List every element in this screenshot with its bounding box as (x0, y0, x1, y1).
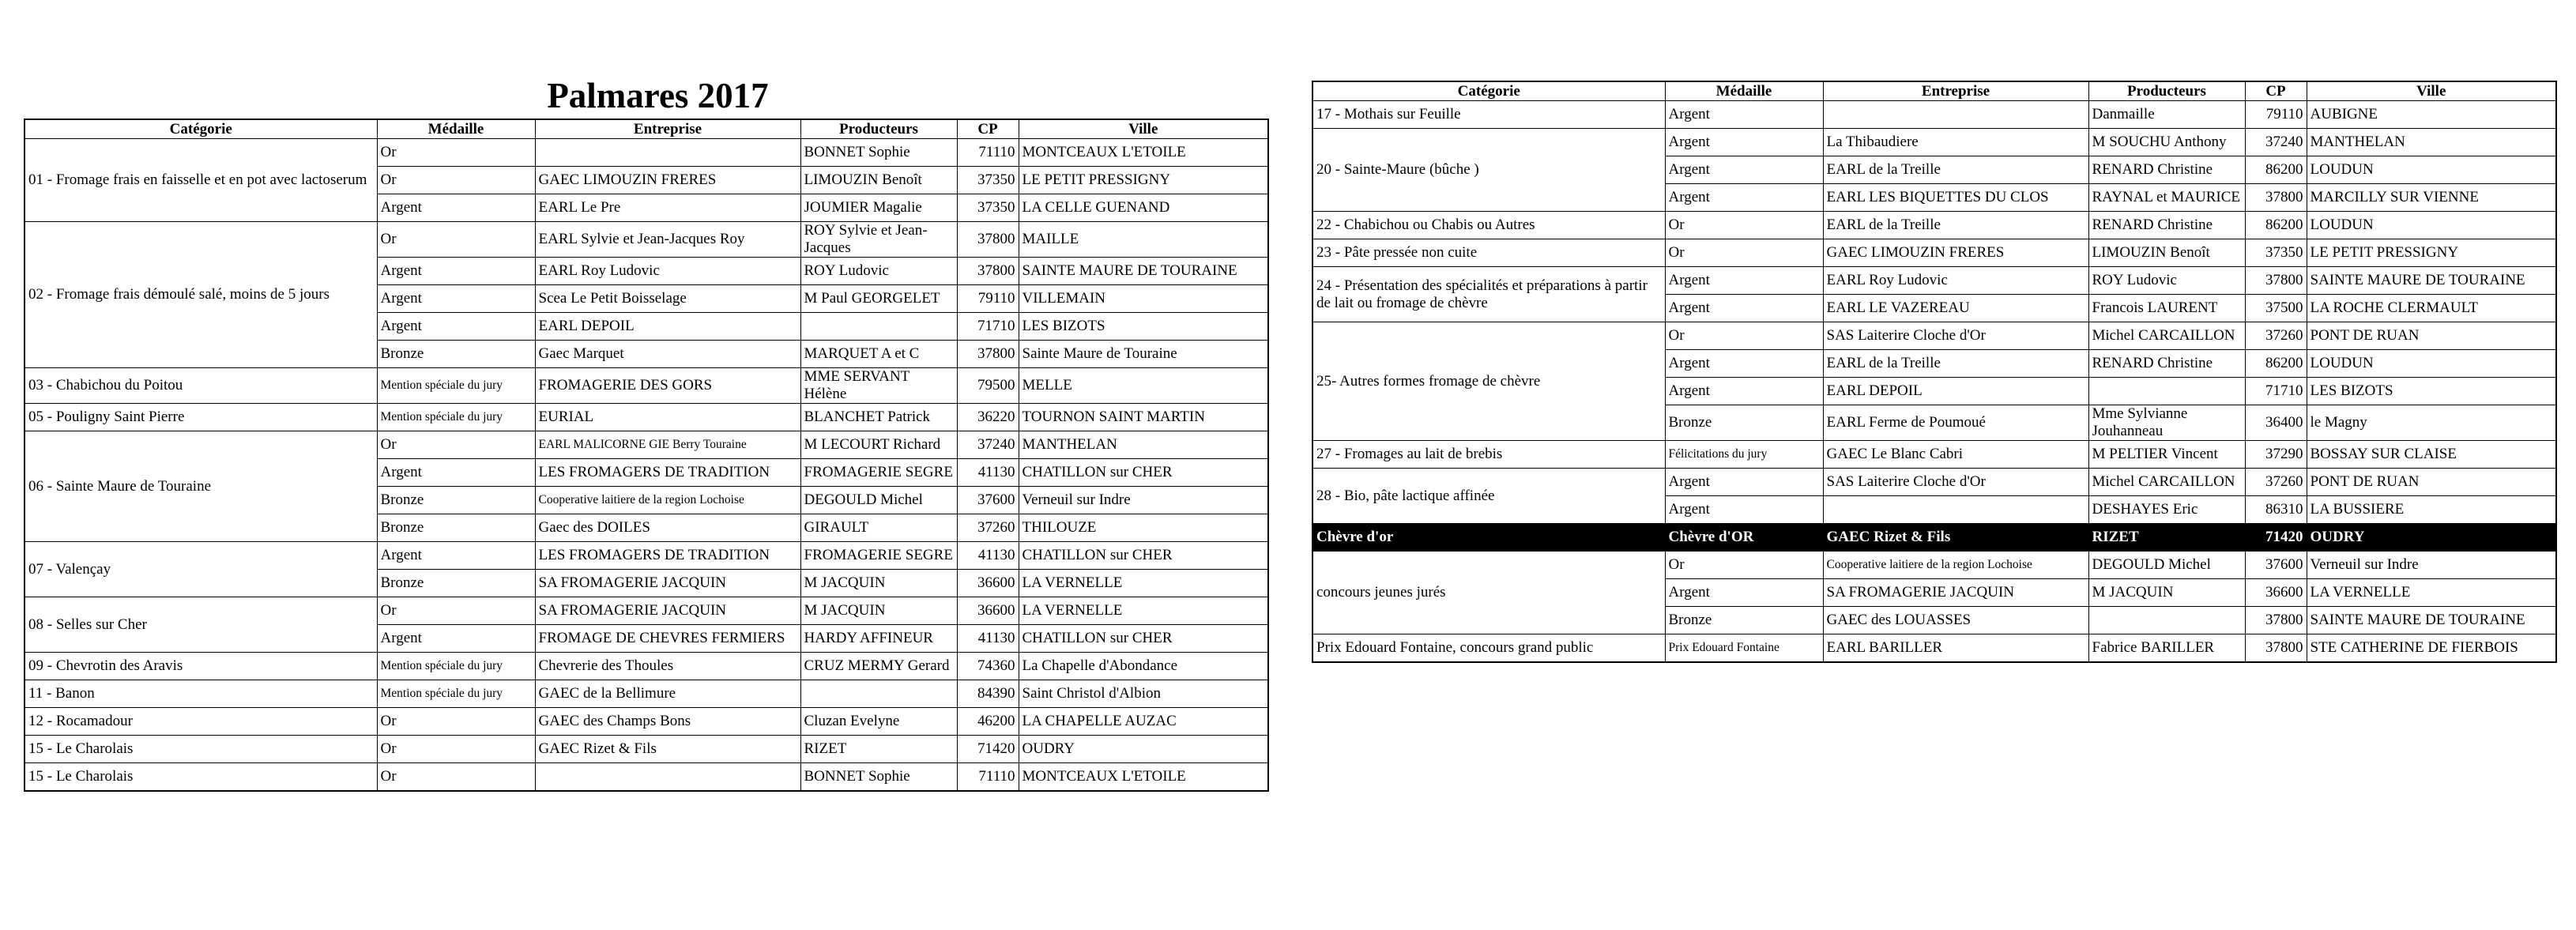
producer-cell: JOUMIER Magalie (800, 194, 957, 222)
postal-code-cell: 86200 (2245, 156, 2307, 184)
company-cell: Chevrerie des Thoules (535, 653, 800, 680)
medal-cell: Prix Edouard Fontaine (1665, 634, 1823, 663)
company-cell: EARL MALICORNE GIE Berry Touraine (535, 431, 800, 459)
city-cell: LE PETIT PRESSIGNY (1019, 167, 1268, 194)
postal-code-cell: 79110 (957, 285, 1019, 313)
category-cell: 20 - Sainte-Maure (bûche ) (1312, 129, 1665, 212)
city-cell: CHATILLON sur CHER (1019, 625, 1268, 653)
city-cell: LA CELLE GUENAND (1019, 194, 1268, 222)
category-cell: 24 - Présentation des spécialités et préparations à partir de lait ou fromage de chèvre (1312, 267, 1665, 322)
category-cell: 06 - Sainte Maure de Touraine (24, 431, 377, 542)
table-row (1312, 212, 2556, 239)
postal-code-cell: 37240 (957, 431, 1019, 459)
postal-code-cell: 46200 (957, 708, 1019, 736)
company-cell: EARL Ferme de Poumoué (1823, 405, 2088, 441)
table-row (24, 139, 1268, 167)
category-cell: 12 - Rocamadour (24, 708, 377, 736)
medal-cell: Mention spéciale du jury (377, 368, 535, 404)
column-header: CP (957, 119, 1019, 139)
company-cell: EARL LE VAZEREAU (1823, 295, 2088, 322)
company-cell: LES FROMAGERS DE TRADITION (535, 542, 800, 570)
company-cell: SA FROMAGERIE JACQUIN (1823, 579, 2088, 607)
postal-code-cell: 79110 (2245, 101, 2307, 129)
city-cell: SAINTE MAURE DE TOURAINE (2307, 607, 2556, 634)
table-row (1312, 129, 2556, 156)
city-cell: La Chapelle d'Abondance (1019, 653, 1268, 680)
postal-code-cell: 74360 (957, 653, 1019, 680)
producer-cell (2088, 378, 2245, 405)
city-cell: TOURNON SAINT MARTIN (1019, 404, 1268, 431)
column-header: Ville (1019, 119, 1268, 139)
company-cell: EARL BARILLER (1823, 634, 2088, 663)
postal-code-cell: 37500 (2245, 295, 2307, 322)
medal-cell: Argent (1665, 378, 1823, 405)
medal-cell: Or (377, 763, 535, 792)
table-row (24, 736, 1268, 763)
column-header: Catégorie (24, 119, 377, 139)
postal-code-cell: 36600 (957, 597, 1019, 625)
producer-cell: RENARD Christine (2088, 350, 2245, 378)
city-cell: LOUDUN (2307, 350, 2556, 378)
producer-cell: HARDY AFFINEUR (800, 625, 957, 653)
producer-cell: GIRAULT (800, 514, 957, 542)
table-header-row (1312, 81, 2556, 101)
producer-cell: ROY Ludovic (800, 258, 957, 285)
medal-cell: Argent (1665, 295, 1823, 322)
postal-code-cell: 37800 (2245, 634, 2307, 663)
postal-code-cell: 41130 (957, 459, 1019, 487)
producer-cell: Michel CARCAILLON (2088, 469, 2245, 496)
city-cell: STE CATHERINE DE FIERBOIS (2307, 634, 2556, 663)
column-header: Entreprise (1823, 81, 2088, 101)
producer-cell: ROY Ludovic (2088, 267, 2245, 295)
producer-cell: RENARD Christine (2088, 212, 2245, 239)
city-cell: LES BIZOTS (2307, 378, 2556, 405)
company-cell: La Thibaudiere (1823, 129, 2088, 156)
company-cell (1823, 101, 2088, 129)
producer-cell (2088, 607, 2245, 634)
city-cell: THILOUZE (1019, 514, 1268, 542)
company-cell: EARL de la Treille (1823, 212, 2088, 239)
producer-cell: BLANCHET Patrick (800, 404, 957, 431)
medal-cell: Argent (1665, 469, 1823, 496)
company-cell (1823, 496, 2088, 524)
medal-cell: Or (377, 222, 535, 258)
company-cell: Scea Le Petit Boisselage (535, 285, 800, 313)
table-row (1312, 267, 2556, 295)
company-cell: Cooperative laitiere de la region Lochoise (535, 487, 800, 514)
postal-code-cell: 36600 (2245, 579, 2307, 607)
city-cell: CHATILLON sur CHER (1019, 542, 1268, 570)
city-cell: Sainte Maure de Touraine (1019, 341, 1268, 368)
medal-cell: Argent (1665, 101, 1823, 129)
city-cell: LA VERNELLE (1019, 570, 1268, 597)
company-cell: EARL Sylvie et Jean-Jacques Roy (535, 222, 800, 258)
postal-code-cell: 37260 (2245, 322, 2307, 350)
medal-cell: Argent (377, 625, 535, 653)
postal-code-cell: 37800 (2245, 184, 2307, 212)
postal-code-cell: 37800 (957, 222, 1019, 258)
producer-cell: RIZET (800, 736, 957, 763)
postal-code-cell: 71420 (957, 736, 1019, 763)
table-row (24, 763, 1268, 792)
postal-code-cell: 37350 (2245, 239, 2307, 267)
medal-cell: Mention spéciale du jury (377, 653, 535, 680)
postal-code-cell: 71110 (957, 763, 1019, 792)
producer-cell: M SOUCHU Anthony (2088, 129, 2245, 156)
column-header: Producteurs (800, 119, 957, 139)
producer-cell: M Paul GEORGELET (800, 285, 957, 313)
medal-cell: Argent (377, 258, 535, 285)
medal-cell: Argent (377, 194, 535, 222)
company-cell: GAEC des Champs Bons (535, 708, 800, 736)
postal-code-cell: 71710 (2245, 378, 2307, 405)
column-header: Entreprise (535, 119, 800, 139)
company-cell: Gaec des DOILES (535, 514, 800, 542)
medal-cell: Or (377, 139, 535, 167)
table-row (1312, 239, 2556, 267)
medal-cell: Félicitations du jury (1665, 441, 1823, 469)
postal-code-cell: 37260 (957, 514, 1019, 542)
city-cell: MANTHELAN (1019, 431, 1268, 459)
category-cell: 28 - Bio, pâte lactique affinée (1312, 469, 1665, 524)
company-cell: SA FROMAGERIE JACQUIN (535, 597, 800, 625)
postal-code-cell: 86200 (2245, 350, 2307, 378)
page-title: Palmares 2017 (547, 76, 769, 115)
company-cell: GAEC Rizet & Fils (1823, 524, 2088, 552)
producer-cell: Francois LAURENT (2088, 295, 2245, 322)
company-cell: EARL Roy Ludovic (535, 258, 800, 285)
category-cell: 07 - Valençay (24, 542, 377, 597)
category-cell: Chèvre d'or (1312, 524, 1665, 552)
company-cell (535, 139, 800, 167)
producer-cell: MME SERVANT Hélène (800, 368, 957, 404)
table-row (1312, 634, 2556, 663)
postal-code-cell: 86310 (2245, 496, 2307, 524)
medal-cell: Argent (1665, 156, 1823, 184)
company-cell: EARL Roy Ludovic (1823, 267, 2088, 295)
medal-cell: Argent (377, 313, 535, 341)
table-row (1312, 469, 2556, 496)
category-cell: 03 - Chabichou du Poitou (24, 368, 377, 404)
producer-cell: Danmaille (2088, 101, 2245, 129)
producer-cell: FROMAGERIE SEGRE (800, 459, 957, 487)
company-cell: FROMAGERIE DES GORS (535, 368, 800, 404)
medal-cell: Or (377, 597, 535, 625)
postal-code-cell: 41130 (957, 625, 1019, 653)
producer-cell: BONNET Sophie (800, 139, 957, 167)
palmares-table-right (1312, 81, 2557, 663)
city-cell: MONTCEAUX L'ETOILE (1019, 763, 1268, 792)
city-cell: LA VERNELLE (2307, 579, 2556, 607)
company-cell: SA FROMAGERIE JACQUIN (535, 570, 800, 597)
category-cell: 17 - Mothais sur Feuille (1312, 101, 1665, 129)
producer-cell: LIMOUZIN Benoît (800, 167, 957, 194)
category-cell: 23 - Pâte pressée non cuite (1312, 239, 1665, 267)
producer-cell: M PELTIER Vincent (2088, 441, 2245, 469)
postal-code-cell: 36220 (957, 404, 1019, 431)
city-cell: SAINTE MAURE DE TOURAINE (1019, 258, 1268, 285)
producer-cell: DEGOULD Michel (2088, 552, 2245, 579)
postal-code-cell: 37800 (957, 341, 1019, 368)
postal-code-cell: 37800 (2245, 267, 2307, 295)
medal-cell: Argent (1665, 184, 1823, 212)
company-cell: LES FROMAGERS DE TRADITION (535, 459, 800, 487)
medal-cell: Bronze (377, 514, 535, 542)
table-row (24, 431, 1268, 459)
city-cell: MARCILLY SUR VIENNE (2307, 184, 2556, 212)
city-cell: PONT DE RUAN (2307, 322, 2556, 350)
medal-cell: Or (377, 736, 535, 763)
column-header: CP (2245, 81, 2307, 101)
category-cell: 11 - Banon (24, 680, 377, 708)
company-cell: GAEC Rizet & Fils (535, 736, 800, 763)
postal-code-cell: 36600 (957, 570, 1019, 597)
producer-cell: Fabrice BARILLER (2088, 634, 2245, 663)
category-cell: 27 - Fromages au lait de brebis (1312, 441, 1665, 469)
producer-cell: RIZET (2088, 524, 2245, 552)
city-cell: SAINTE MAURE DE TOURAINE (2307, 267, 2556, 295)
city-cell: OUDRY (1019, 736, 1268, 763)
postal-code-cell: 71110 (957, 139, 1019, 167)
column-header: Médaille (1665, 81, 1823, 101)
medal-cell: Mention spéciale du jury (377, 404, 535, 431)
column-header: Producteurs (2088, 81, 2245, 101)
category-cell: 15 - Le Charolais (24, 736, 377, 763)
postal-code-cell: 79500 (957, 368, 1019, 404)
medal-cell: Or (377, 167, 535, 194)
table-header-row (24, 119, 1268, 139)
city-cell: AUBIGNE (2307, 101, 2556, 129)
postal-code-cell: 37290 (2245, 441, 2307, 469)
category-cell: 08 - Selles sur Cher (24, 597, 377, 653)
company-cell (535, 763, 800, 792)
palmares-table-left (24, 119, 1269, 792)
table-row (1312, 524, 2556, 552)
city-cell: LES BIZOTS (1019, 313, 1268, 341)
medal-cell: Argent (1665, 267, 1823, 295)
producer-cell: M JACQUIN (2088, 579, 2245, 607)
category-cell: 15 - Le Charolais (24, 763, 377, 792)
producer-cell (800, 680, 957, 708)
city-cell: OUDRY (2307, 524, 2556, 552)
postal-code-cell: 37800 (2245, 607, 2307, 634)
city-cell: LA CHAPELLE AUZAC (1019, 708, 1268, 736)
producer-cell: M LECOURT Richard (800, 431, 957, 459)
company-cell: EARL de la Treille (1823, 350, 2088, 378)
medal-cell: Bronze (1665, 607, 1823, 634)
medal-cell: Or (1665, 212, 1823, 239)
company-cell: GAEC LIMOUZIN FRERES (535, 167, 800, 194)
city-cell: LE PETIT PRESSIGNY (2307, 239, 2556, 267)
producer-cell: BONNET Sophie (800, 763, 957, 792)
column-header: Catégorie (1312, 81, 1665, 101)
city-cell: MONTCEAUX L'ETOILE (1019, 139, 1268, 167)
medal-cell: Bronze (377, 487, 535, 514)
city-cell: BOSSAY SUR CLAISE (2307, 441, 2556, 469)
city-cell: Verneuil sur Indre (1019, 487, 1268, 514)
medal-cell: Bronze (377, 341, 535, 368)
city-cell: Saint Christol d'Albion (1019, 680, 1268, 708)
table-row (1312, 441, 2556, 469)
city-cell: PONT DE RUAN (2307, 469, 2556, 496)
table-row (1312, 101, 2556, 129)
city-cell: LA BUSSIERE (2307, 496, 2556, 524)
table-row (24, 653, 1268, 680)
city-cell: CHATILLON sur CHER (1019, 459, 1268, 487)
producer-cell: Cluzan Evelyne (800, 708, 957, 736)
company-cell: EURIAL (535, 404, 800, 431)
producer-cell: M JACQUIN (800, 570, 957, 597)
city-cell: MANTHELAN (2307, 129, 2556, 156)
company-cell: Gaec Marquet (535, 341, 800, 368)
medal-cell: Argent (1665, 496, 1823, 524)
postal-code-cell: 36400 (2245, 405, 2307, 441)
category-cell: 25- Autres formes fromage de chèvre (1312, 322, 1665, 441)
table-row (24, 708, 1268, 736)
city-cell: MELLE (1019, 368, 1268, 404)
producer-cell: MARQUET A et C (800, 341, 957, 368)
company-cell: GAEC de la Bellimure (535, 680, 800, 708)
category-cell: Prix Edouard Fontaine, concours grand public (1312, 634, 1665, 663)
city-cell: LOUDUN (2307, 212, 2556, 239)
table-row (24, 680, 1268, 708)
medal-cell: Or (1665, 552, 1823, 579)
city-cell: VILLEMAIN (1019, 285, 1268, 313)
producer-cell: LIMOUZIN Benoît (2088, 239, 2245, 267)
postal-code-cell: 84390 (957, 680, 1019, 708)
company-cell: GAEC LIMOUZIN FRERES (1823, 239, 2088, 267)
medal-cell: Or (377, 431, 535, 459)
postal-code-cell: 37350 (957, 194, 1019, 222)
company-cell: Cooperative laitiere de la region Lochoise (1823, 552, 2088, 579)
medal-cell: Argent (377, 542, 535, 570)
medal-cell: Or (1665, 322, 1823, 350)
medal-cell: Argent (377, 459, 535, 487)
producer-cell: M JACQUIN (800, 597, 957, 625)
postal-code-cell: 37350 (957, 167, 1019, 194)
medal-cell: Chèvre d'OR (1665, 524, 1823, 552)
city-cell: le Magny (2307, 405, 2556, 441)
producer-cell: Michel CARCAILLON (2088, 322, 2245, 350)
city-cell: Verneuil sur Indre (2307, 552, 2556, 579)
medal-cell: Argent (1665, 350, 1823, 378)
postal-code-cell: 37240 (2245, 129, 2307, 156)
postal-code-cell: 71710 (957, 313, 1019, 341)
producer-cell: DEGOULD Michel (800, 487, 957, 514)
table-row (24, 597, 1268, 625)
medal-cell: Argent (1665, 579, 1823, 607)
medal-cell: Or (1665, 239, 1823, 267)
company-cell: EARL Le Pre (535, 194, 800, 222)
company-cell: SAS Laiterire Cloche d'Or (1823, 322, 2088, 350)
city-cell: LA VERNELLE (1019, 597, 1268, 625)
producer-cell (800, 313, 957, 341)
table-row (24, 368, 1268, 404)
medal-cell: Argent (1665, 129, 1823, 156)
company-cell: GAEC Le Blanc Cabri (1823, 441, 2088, 469)
table-row (24, 404, 1268, 431)
category-cell: concours jeunes jurés (1312, 552, 1665, 634)
producer-cell: RAYNAL et MAURICE (2088, 184, 2245, 212)
producer-cell: Mme Sylvianne Jouhanneau (2088, 405, 2245, 441)
city-cell: MAILLE (1019, 222, 1268, 258)
company-cell: EARL DEPOIL (535, 313, 800, 341)
table-row (1312, 322, 2556, 350)
company-cell: EARL LES BIQUETTES DU CLOS (1823, 184, 2088, 212)
column-header: Médaille (377, 119, 535, 139)
postal-code-cell: 37260 (2245, 469, 2307, 496)
company-cell: GAEC des LOUASSES (1823, 607, 2088, 634)
table-row (24, 542, 1268, 570)
city-cell: LOUDUN (2307, 156, 2556, 184)
producer-cell: CRUZ MERMY Gerard (800, 653, 957, 680)
postal-code-cell: 71420 (2245, 524, 2307, 552)
category-cell: 22 - Chabichou ou Chabis ou Autres (1312, 212, 1665, 239)
medal-cell: Mention spéciale du jury (377, 680, 535, 708)
producer-cell: ROY Sylvie et Jean-Jacques (800, 222, 957, 258)
company-cell: EARL de la Treille (1823, 156, 2088, 184)
medal-cell: Argent (377, 285, 535, 313)
medal-cell: Or (377, 708, 535, 736)
category-cell: 02 - Fromage frais démoulé salé, moins de 5 jours (24, 222, 377, 368)
producer-cell: FROMAGERIE SEGRE (800, 542, 957, 570)
category-cell: 09 - Chevrotin des Aravis (24, 653, 377, 680)
company-cell: EARL DEPOIL (1823, 378, 2088, 405)
category-cell: 01 - Fromage frais en faisselle et en pot avec lactoserum (24, 139, 377, 222)
producer-cell: DESHAYES Eric (2088, 496, 2245, 524)
city-cell: LA ROCHE CLERMAULT (2307, 295, 2556, 322)
postal-code-cell: 86200 (2245, 212, 2307, 239)
category-cell: 05 - Pouligny Saint Pierre (24, 404, 377, 431)
postal-code-cell: 37800 (957, 258, 1019, 285)
company-cell: FROMAGE DE CHEVRES FERMIERS (535, 625, 800, 653)
postal-code-cell: 37600 (2245, 552, 2307, 579)
column-header: Ville (2307, 81, 2556, 101)
postal-code-cell: 41130 (957, 542, 1019, 570)
producer-cell: RENARD Christine (2088, 156, 2245, 184)
medal-cell: Bronze (1665, 405, 1823, 441)
table-row (24, 222, 1268, 258)
medal-cell: Bronze (377, 570, 535, 597)
postal-code-cell: 37600 (957, 487, 1019, 514)
company-cell: SAS Laiterire Cloche d'Or (1823, 469, 2088, 496)
table-row (1312, 552, 2556, 579)
